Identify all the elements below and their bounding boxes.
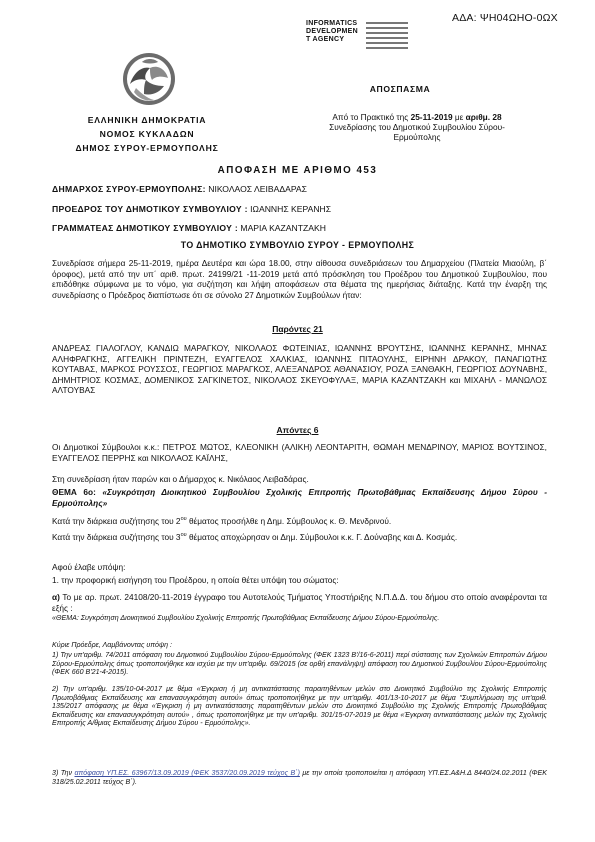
minutes-mid: με <box>452 112 466 122</box>
ada-code: ΑΔΑ: ΨΗ04ΩΗΟ-0ΩΧ <box>452 12 558 24</box>
intro-paragraph: Συνεδρίασε σήμερα 25-11-2019, ημέρα Δευτέρα και ώρα 18.00, στην αίθουσα συνεδριάσεων του Δημαρχείου (Πλατεία Μιαούλη, β΄ όροφος), μετά από την υπ΄ αριθ. πρωτ. 24199/21 -11-2019 μετά από πρόσκληση του Προέδρου του Δημοτικού Συμβουλίου, που επιδόθηκε σύμφωνα με το νόμο, για συζήτηση και λήψη αποφάσεων στα θέματα της ημερήσιας διάταξης. Κατά την έναρξη της συνεδρίασης ο Πρόεδρος διαπίστωσε ότι σε σύνολο 27 Δημοτικών Συμβούλων ήταν: <box>52 258 547 300</box>
role-secretary <box>52 223 326 233</box>
item-a <box>52 592 547 613</box>
item-1: 1. την προφορική εισήγηση του Προέδρου, η οποία θέτει υπόψη του σώματος: <box>52 575 339 585</box>
topic <box>52 487 547 508</box>
topic-text: «Συγκρότηση Διοικητικού Συμβουλίου Σχολικής Επιτροπής Πρωτοβάθμιας Εκπαίδευσης Δήμου Σύρου - Ερμούπολης» <box>52 487 548 508</box>
minutes-city: Ερμούπολης <box>393 132 441 142</box>
transparency-logo <box>306 20 446 60</box>
quote-greeting: Κύριε Πρόεδρε, Λαμβάνοντας υπόψη : <box>52 641 173 649</box>
role-president <box>52 204 331 214</box>
quote-3-prefix: 3) Την <box>52 769 75 777</box>
discussion-2-suffix: θέματος αποχώρησαν οι Δημ. Σύμβουλοι κ.κ. Γ. Δούναβης και Δ. Κοσμάς. <box>186 532 458 542</box>
having-in-mind: Αφού έλαβε υπόψη: <box>52 562 126 572</box>
discussion-2-prefix: Κατά την διάρκεια συζήτησης του 3 <box>52 532 181 542</box>
council-title: ΤΟ ΔΗΜΟΤΙΚΟ ΣΥΜΒΟΥΛΙΟ ΣΥΡΟΥ - ΕΡΜΟΥΠΟΛΗΣ <box>180 240 415 250</box>
role-value: ΙΩΑΝΝΗΣ ΚΕΡΑΝΗΣ <box>247 204 332 214</box>
minutes-date: 25-11-2019 <box>410 112 453 122</box>
absent-text: Οι Δημοτικοί Σύμβουλοι κ.κ.: ΠΕΤΡΟΣ ΜΩΤΟΣ, ΚΛΕΟΝΙΚΗ (ΑΛΙΚΗ) ΛΕΟΝΤΑΡΙΤΗ, ΘΩΜΑΗ ΜΕΝΔΡΙΝΟΥ, ΜΑΡΙΟΣ ΒΟΥΤΣΙΝΟΣ, ΕΥΑΓΓΕΛΟΣ ΠΕΡΡΗΣ και ΝΙΚΟΛΑΟΣ ΚΑΪΛΗΣ, <box>52 442 547 463</box>
issuer-heading <box>62 113 232 155</box>
role-value: ΝΙΚΟΛΑΟΣ ΛΕΙΒΑΔΑΡΑΣ <box>205 184 307 194</box>
role-value: ΜΑΡΙΑ ΚΑΖΑΝΤΖΑΚΗ <box>238 223 326 233</box>
role-label: ΔΗΜΑΡΧΟΣ ΣΥΡΟΥ-ΕΡΜΟΥΠΟΛΗΣ: <box>52 184 206 194</box>
present-list: ΑΝΔΡΕΑΣ ΓΙΑΛΟΓΛΟΥ, ΚΑΝΔΙΩ ΜΑΡΑΓΚΟΥ, ΝΙΚΟΛΑΟΣ ΦΩΤΕΙΝΙΑΣ, ΙΩΑΝΝΗΣ ΒΡΟΥΤΣΗΣ, ΙΩΑΝΝΗΣ ΚΕΡΑΝΗΣ, ΜΗΝΑΣ ΑΛΗΦΡΑΓΚΗΣ, ΑΓΓΕΛΙΚΗ ΠΡΙΝΤΕΖΗ, ΕΥΑΓΓΕΛΟΣ ΧΑΛΚΙΑΣ, ΙΩΑΝΝΗΣ ΠΙΤΑΟΥΛΗΣ, ΕΙΡΗΝΗ ΔΡΑΚΟΥ, ΠΑΝΑΓΙΩΤΗΣ ΚΟΥΤΑΒΑΣ, ΜΑΡΚΟΣ ΡΟΥΣΣΟΣ, ΓΕΩΡΓΙΟΣ ΜΑΡΑΓΚΟΣ, ΑΛΕΞΑΝΔΡΟΣ ΑΘΑΝΑΣΙΟΥ, ΡΟΖΑ ΞΑΝΘΑΚΗ, ΓΕΩΡΓΙΟΣ ΔΟΥΝΑΒΗΣ, ΔΗΜΗΤΡΙΟΣ ΚΟΣΜΑΣ, ΔΟΜΕΝΙΚΟΣ ΣΑΓΚΙΝΕΤΟΣ, ΝΙΚΟΛΑΟΣ ΣΚΕΥΟΦΥΛΑΞ, ΜΑΡΙΑ ΚΑΖΑΝΤΖΑΚΗ και ΜΙΧΑΗΛ - ΜΑΝΩΛΟΣ ΑΛΤΟΥΒΑΣ <box>52 343 547 396</box>
minutes-reference <box>296 112 538 142</box>
item-a-label: α) <box>52 592 60 602</box>
quote-item-2: 2) Την υπ'αριθμ. 135/10-04-2017 με θέμα «Έγκριση ή μη αντικατάστασης παραιτηθέντων μελών στο Διοικητικό Συμβούλιο της Σχολικής Επιτροπής Πρωτοβάθμιας Εκπαίδευσης και επανασυγκρότηση αυτού» όπως τροποποιήθηκε με την υπ'αριθμ. 401/13-10-2017 με θέμα "Συμπλήρωση της υπ'αριθ. 135/2017 απόφασης με θέμα «Έγκριση ή μη αντικατάστασης παραιτηθέντων μελών στο Διοικητικό Συμβούλιο της Σχολικής Επιτροπής Πρωτοβάθμιας Εκπαίδευσης και επανασυγκρότηση αυτού» , όπως τροποποιήθηκε με την υπ'αριθμ. 301/15-07-2019 με θέμα «Έγκριση αντικατάστασης μελών της Σχολικής Επιτροπής Α/θμιας Εκπαίδευσης Δήμου Σύρου - Ερμούπολης». <box>52 685 547 728</box>
discussion-note-2 <box>52 532 547 543</box>
role-label: ΠΡΟΕΔΡΟΣ ΤΟΥ ΔΗΜΟΤΙΚΟΥ ΣΥΜΒΟΥΛΙΟΥ : <box>52 204 248 214</box>
agency-name <box>306 20 358 44</box>
minutes-number: αριθμ. 28 <box>465 112 502 122</box>
decree-link[interactable]: απόφαση ΥΠ.ΕΣ. 63967/13.09.2019 (ΦΕΚ 3537/20.09.2019 τεύχος Β΄) <box>74 769 300 777</box>
issuer-prefecture: ΝΟΜΟΣ ΚΥΚΛΑΔΩΝ <box>99 129 195 139</box>
mayor-present-line: Στη συνεδρίαση ήταν παρών και ο Δήμαρχος κ. Νικόλαος Λειβαδάρας. <box>52 474 309 484</box>
quote-item-3 <box>52 769 547 786</box>
minutes-prefix: Από το Πρακτικό της <box>332 112 411 122</box>
topic-label: ΘΕΜΑ 6ο: <box>52 487 103 497</box>
municipality-emblem-icon <box>120 48 178 110</box>
item-a-text: Το με αρ. πρωτ. 24108/20-11-2019 έγγραφο του Αυτοτελούς Τμήματος Υποστήριξης Ν.Π.Δ.Δ. του δήμου στο οποίο αναφέρονται τα εξής : <box>52 592 547 613</box>
discussion-1-suffix: θέματος προσήλθε η Δημ. Σύμβουλος κ. Θ. Μενδρινού. <box>186 516 392 526</box>
quote-subject: «ΘΕΜΑ: Συγκρότηση Διοικητικού Συμβουλίου Σχολικής Επιτροπής Πρωτοβάθμιας Εκπαίδευσης Δήμου Σύρου-Ερμούπολης. <box>52 614 440 622</box>
quote-item-1: 1) Την υπ'αριθμ. 74/2011 απόφαση του Δημοτικού Συμβουλίου Σύρου-Ερμούπολης (ΦΕΚ 1323 Β'/16-6-2011) περί σύστασης των Σχολικών Επιτροπών Δήμου Σύρου-Ερμούπολης όπως τροποποιήθηκε και ισχύει με την υπ'αριθμ. 69/2015 (σε ορθή επανάληψη) απόφαση του Δημοτικού Συμβουλίου Σύρου-Ερμούπολης (ΦΕΚ 660 Β'21-4-2015). <box>52 651 547 677</box>
present-heading: Παρόντες 21 <box>272 324 323 334</box>
discussion-1-sup: ου <box>180 516 187 523</box>
minutes-session: Συνεδρίασης του Δημοτικού Συμβουλίου Σύρου- <box>329 122 505 132</box>
agency-name-line: INFORMATICS <box>306 20 358 27</box>
agency-name-line: DEVELOPMEN <box>306 28 359 35</box>
absent-heading: Απόντες 6 <box>276 425 319 435</box>
discussion-note-1 <box>52 516 547 527</box>
issuer-country: ΕΛΛΗΝΙΚΗ ΔΗΜΟΚΡΑΤΙΑ <box>87 115 207 125</box>
discussion-1-prefix: Κατά την διάρκεια συζήτησης του 2 <box>52 516 181 526</box>
quote-3-suffix: με την οποία τροποποιείται η απόφαση ΥΠ.ΕΣ.Α&Η.Δ 8440/24.02.2011 (ΦΕΚ 318/25.02.2011 τεύχος Β΄). <box>52 769 547 786</box>
decision-title: ΑΠΟΦΑΣΗ ΜΕ ΑΡΙΘΜΟ 453 <box>217 165 378 176</box>
discussion-2-sup: ου <box>180 532 187 539</box>
agency-name-line: T AGENCY <box>306 36 345 43</box>
agency-fine-print-icon <box>366 22 408 52</box>
role-mayor <box>52 184 307 194</box>
role-label: ΓΡΑΜΜΑΤΕΑΣ ΔΗΜΟΤΙΚΟΥ ΣΥΜΒΟΥΛΙΟΥ : <box>52 223 239 233</box>
extract-title: ΑΠΟΣΠΑΣΜΑ <box>369 84 431 94</box>
issuer-municipality: ΔΗΜΟΣ ΣΥΡΟΥ-ΕΡΜΟΥΠΟΛΗΣ <box>75 143 219 153</box>
